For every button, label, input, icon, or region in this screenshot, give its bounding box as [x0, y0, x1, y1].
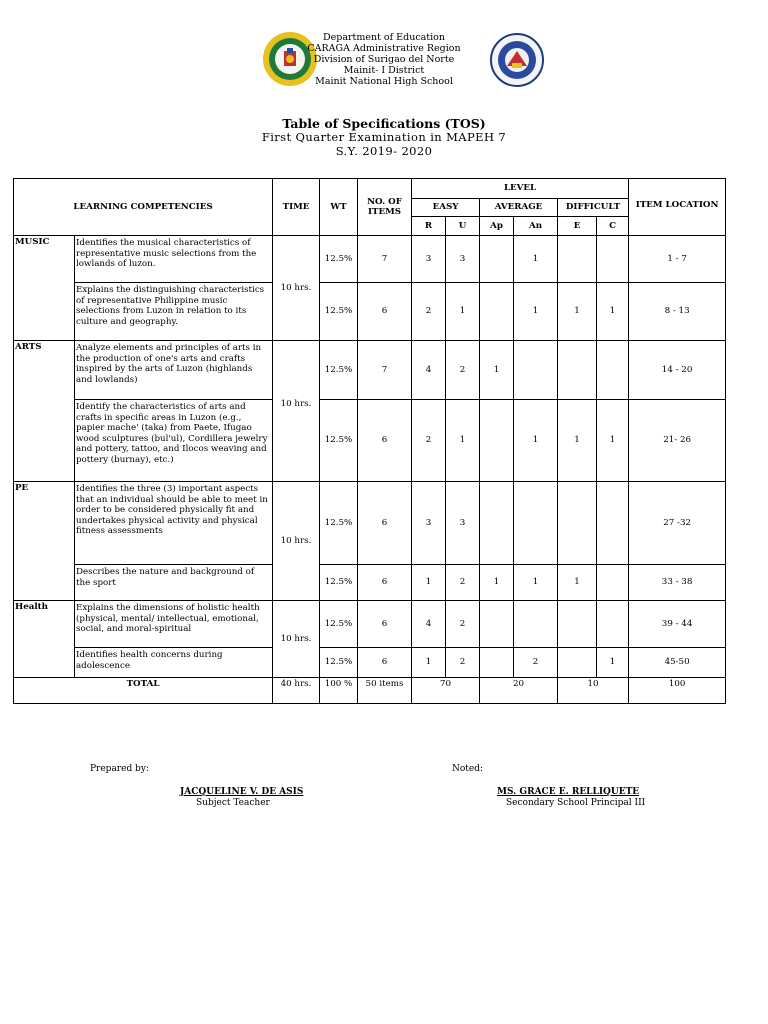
- letterhead-line: Mainit- I District: [343, 65, 425, 76]
- ap-cell: 1: [480, 565, 514, 601]
- c-cell: 1: [597, 400, 629, 482]
- document-title: Table of Specifications (TOS): [282, 116, 486, 131]
- items-cell: 6: [358, 482, 412, 565]
- competency-text: Analyze elements and principles of arts in the production of one's arts and crafts inspired by the arts of Luzon (highlands and lowlands): [75, 341, 273, 400]
- area-label: Health: [14, 601, 75, 678]
- document-subtitle: First Quarter Examination in MAPEH 7: [261, 130, 507, 144]
- wt-cell: 12.5%: [320, 341, 358, 400]
- header-time: TIME: [273, 179, 320, 236]
- an-cell: [514, 341, 558, 400]
- c-cell: 1: [597, 648, 629, 678]
- competency-text: Describes the nature and background of the sport: [75, 565, 273, 601]
- area-label: ARTS: [14, 341, 75, 482]
- ap-cell: [480, 236, 514, 283]
- header-an: An: [514, 217, 558, 236]
- area-label: MUSIC: [14, 236, 75, 341]
- competency-text: Identify the characteristics of arts and crafts in specific areas in Luzon (e.g., papier mache' (taka) from Paete, Ifugao wood sculptures (bul'ul), Cordillera jewelry and pottery, tattoo, and Ilocos weaving and pottery (burnay), etc.): [75, 400, 273, 482]
- prepared-by-title: Subject Teacher: [196, 798, 270, 808]
- area-label: PE: [14, 482, 75, 601]
- c-cell: [597, 236, 629, 283]
- items-cell: 6: [358, 648, 412, 678]
- r-cell: 4: [412, 601, 446, 648]
- table-row: [14, 236, 726, 283]
- table-row: [14, 565, 726, 601]
- u-cell: 2: [446, 341, 480, 400]
- header-competencies: LEARNING COMPETENCIES: [14, 179, 273, 236]
- total-time: 40 hrs.: [273, 678, 320, 704]
- location-cell: 33 - 38: [629, 565, 726, 601]
- header-ap: Ap: [480, 217, 514, 236]
- time-cell: 10 hrs.: [273, 482, 320, 601]
- u-cell: 1: [446, 400, 480, 482]
- ap-cell: [480, 482, 514, 565]
- letterhead-line: Division of Surigao del Norte: [313, 54, 455, 65]
- total-items: 50 items: [358, 678, 412, 704]
- location-cell: 14 - 20: [629, 341, 726, 400]
- competency-text: Explains the distinguishing characteristics of representative Philippine music selections from Luzon in relation to its culture and geography.: [75, 283, 273, 341]
- total-wt: 100 %: [320, 678, 358, 704]
- e-cell: [558, 341, 597, 400]
- prepared-by-label: Prepared by:: [90, 764, 149, 774]
- prepared-by-name: JACQUELINE V. DE ASIS: [180, 787, 304, 797]
- competency-text: Identifies the three (3) important aspects that an individual should be able to meet in order to be considered physically fit and undertakes physical activity and physical fitness assessments: [75, 482, 273, 565]
- r-cell: 4: [412, 341, 446, 400]
- table-row: [14, 601, 726, 648]
- u-cell: 2: [446, 648, 480, 678]
- header-average: AVERAGE: [480, 199, 558, 217]
- header-items: NO. OF ITEMS: [358, 179, 412, 236]
- tos-table: [13, 178, 726, 704]
- header-wt: WT: [320, 179, 358, 236]
- total-average: 20: [480, 678, 558, 704]
- e-cell: [558, 482, 597, 565]
- competency-text: Identifies the musical characteristics of representative music selections from the lowlands of luzon.: [75, 236, 273, 283]
- time-cell: 10 hrs.: [273, 236, 320, 341]
- letterhead-line: CARAGA Administrative Region: [307, 43, 461, 54]
- ap-cell: [480, 648, 514, 678]
- location-cell: 21- 26: [629, 400, 726, 482]
- an-cell: 1: [514, 400, 558, 482]
- header-e: E: [558, 217, 597, 236]
- header-item-location: ITEM LOCATION: [629, 199, 726, 236]
- e-cell: 1: [558, 283, 597, 341]
- r-cell: 1: [412, 648, 446, 678]
- ap-cell: [480, 400, 514, 482]
- u-cell: 1: [446, 283, 480, 341]
- c-cell: 1: [597, 283, 629, 341]
- noted-label: Noted:: [452, 764, 484, 774]
- header-level: LEVEL: [412, 179, 629, 199]
- items-cell: 6: [358, 565, 412, 601]
- total-location: 100: [629, 678, 726, 704]
- location-cell: 45-50: [629, 648, 726, 678]
- an-cell: [514, 482, 558, 565]
- letterhead-line: Department of Education: [323, 32, 445, 43]
- time-cell: 10 hrs.: [273, 601, 320, 678]
- e-cell: [558, 648, 597, 678]
- header-difficult: DIFFICULT: [558, 199, 629, 217]
- time-cell: 10 hrs.: [273, 341, 320, 482]
- an-cell: 1: [514, 565, 558, 601]
- letterhead: [0, 32, 768, 87]
- table-row: [14, 283, 726, 341]
- e-cell: 1: [558, 400, 597, 482]
- u-cell: 2: [446, 565, 480, 601]
- header-u: U: [446, 217, 480, 236]
- noted-by-title: Secondary School Principal III: [506, 798, 646, 808]
- location-cell: 8 - 13: [629, 283, 726, 341]
- u-cell: 2: [446, 601, 480, 648]
- wt-cell: 12.5%: [320, 648, 358, 678]
- e-cell: [558, 601, 597, 648]
- header-c: C: [597, 217, 629, 236]
- r-cell: 1: [412, 565, 446, 601]
- r-cell: 2: [412, 400, 446, 482]
- items-cell: 6: [358, 283, 412, 341]
- table-row: [14, 400, 726, 482]
- c-cell: [597, 601, 629, 648]
- items-cell: 6: [358, 400, 412, 482]
- total-easy: 70: [412, 678, 480, 704]
- an-cell: 2: [514, 648, 558, 678]
- location-cell: 1 - 7: [629, 236, 726, 283]
- location-cell: 27 -32: [629, 482, 726, 565]
- wt-cell: 12.5%: [320, 565, 358, 601]
- school-year: S.Y. 2019- 2020: [335, 144, 433, 158]
- c-cell: [597, 565, 629, 601]
- wt-cell: 12.5%: [320, 482, 358, 565]
- wt-cell: 12.5%: [320, 400, 358, 482]
- wt-cell: 12.5%: [320, 283, 358, 341]
- competency-text: Identifies health concerns during adolescence: [75, 648, 273, 678]
- competency-text: Explains the dimensions of holistic health (physical, mental/ intellectual, emotional, social, and moral-spiritual: [75, 601, 273, 648]
- an-cell: 1: [514, 283, 558, 341]
- u-cell: 3: [446, 236, 480, 283]
- table-row: [14, 482, 726, 565]
- location-cell: 39 - 44: [629, 601, 726, 648]
- e-cell: 1: [558, 565, 597, 601]
- table-row: [14, 341, 726, 400]
- table-row: [14, 648, 726, 678]
- u-cell: 3: [446, 482, 480, 565]
- header-easy: EASY: [412, 199, 480, 217]
- noted-by-name: MS. GRACE E. RELLIQUETE: [497, 787, 640, 797]
- letterhead-line: Mainit National High School: [315, 76, 453, 87]
- c-cell: [597, 482, 629, 565]
- c-cell: [597, 341, 629, 400]
- r-cell: 3: [412, 482, 446, 565]
- ap-cell: 1: [480, 341, 514, 400]
- wt-cell: 12.5%: [320, 601, 358, 648]
- r-cell: 3: [412, 236, 446, 283]
- items-cell: 6: [358, 601, 412, 648]
- ap-cell: [480, 601, 514, 648]
- an-cell: [514, 601, 558, 648]
- ap-cell: [480, 283, 514, 341]
- items-cell: 7: [358, 341, 412, 400]
- e-cell: [558, 236, 597, 283]
- r-cell: 2: [412, 283, 446, 341]
- an-cell: 1: [514, 236, 558, 283]
- total-difficult: 10: [558, 678, 629, 704]
- items-cell: 7: [358, 236, 412, 283]
- total-label: TOTAL: [14, 678, 273, 704]
- total-row: [14, 678, 726, 704]
- header-r: R: [412, 217, 446, 236]
- wt-cell: 12.5%: [320, 236, 358, 283]
